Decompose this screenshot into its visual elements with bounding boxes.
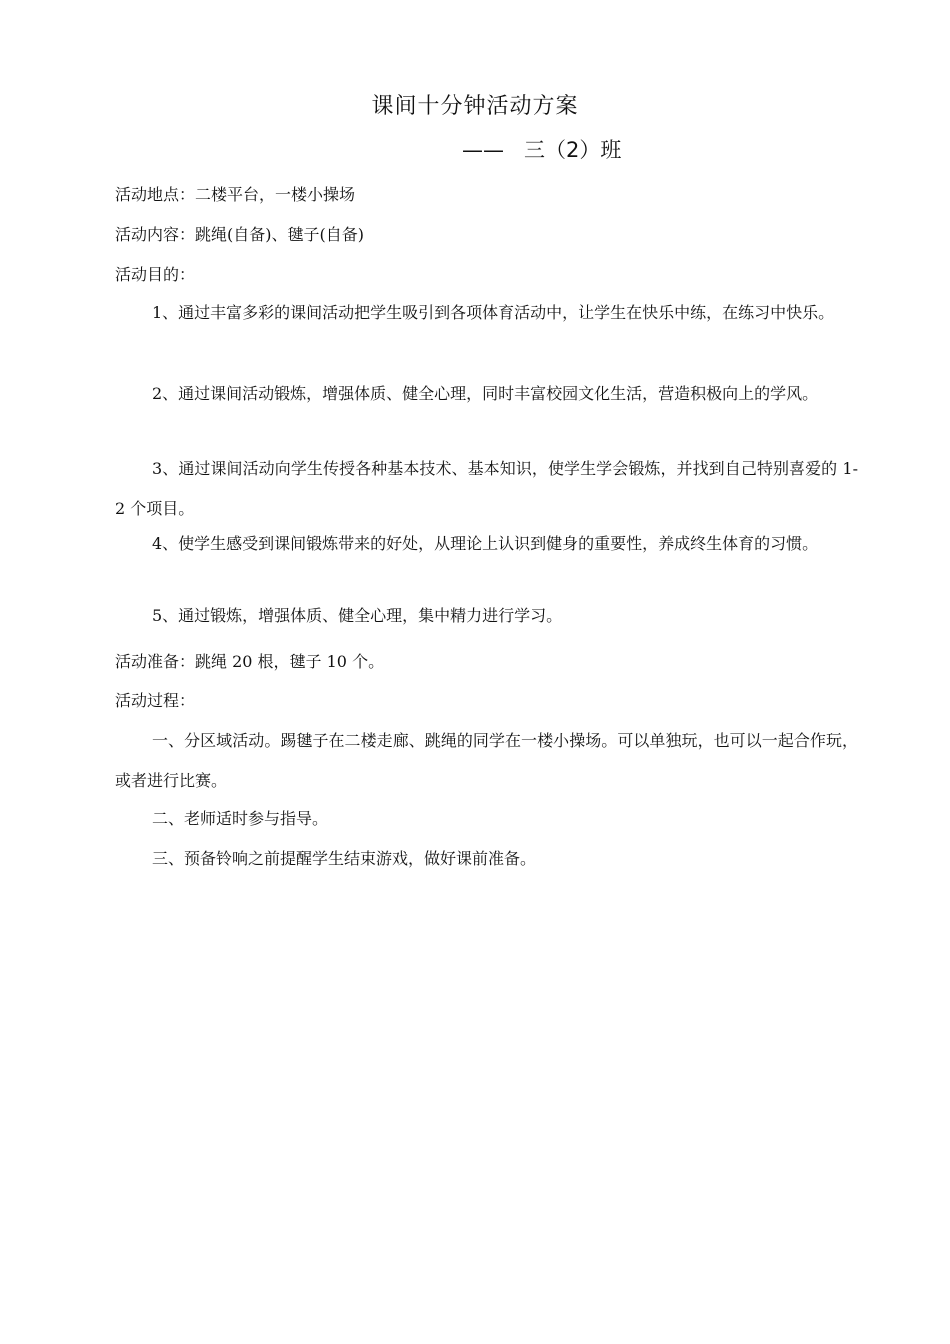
process-heading: 活动过程： — [115, 691, 196, 710]
process-item-2: 二、老师适时参与指导。 — [152, 809, 329, 828]
document-title: 课间十分钟活动方案 — [371, 94, 579, 119]
goal-item-3: 3、通过课间活动向学生传授各种基本技术、基本知识，使学生学会锻炼，并找到自己特别喜爱的 1-2 个项目。 — [115, 459, 858, 518]
goal-item-4: 4、使学生感受到课间锻炼带来的好处，从理论上认识到健身的重要性，养成终生体育的习惯。 — [152, 534, 819, 553]
process-item-3: 三、预备铃响之前提醒学生结束游戏，做好课前准备。 — [152, 849, 537, 868]
goal-item-5: 5、通过锻炼，增强体质、健全心理，集中精力进行学习。 — [152, 606, 563, 625]
goal-item-2: 2、通过课间活动锻炼，增强体质、健全心理，同时丰富校园文化生活，营造积极向上的学风。 — [152, 384, 819, 403]
activity-location: 活动地点：二楼平台，一楼小操场 — [115, 185, 356, 204]
goal-item-1: 1、通过丰富多彩的课间活动把学生吸引到各项体育活动中，让学生在快乐中练，在练习中快乐。 — [152, 303, 835, 322]
document-subtitle: —— 三（2）班 — [462, 138, 622, 162]
activity-preparation: 活动准备：跳绳 20 根，毽子 10 个。 — [115, 652, 385, 671]
process-item-1: 一、分区域活动。踢毽子在二楼走廊、跳绳的同学在一楼小操场。可以单独玩，也可以一起合作玩，或者进行比赛。 — [115, 731, 858, 790]
goals-heading: 活动目的： — [115, 265, 196, 284]
activity-content: 活动内容：跳绳(自备)、毽子(自备) — [115, 225, 364, 244]
